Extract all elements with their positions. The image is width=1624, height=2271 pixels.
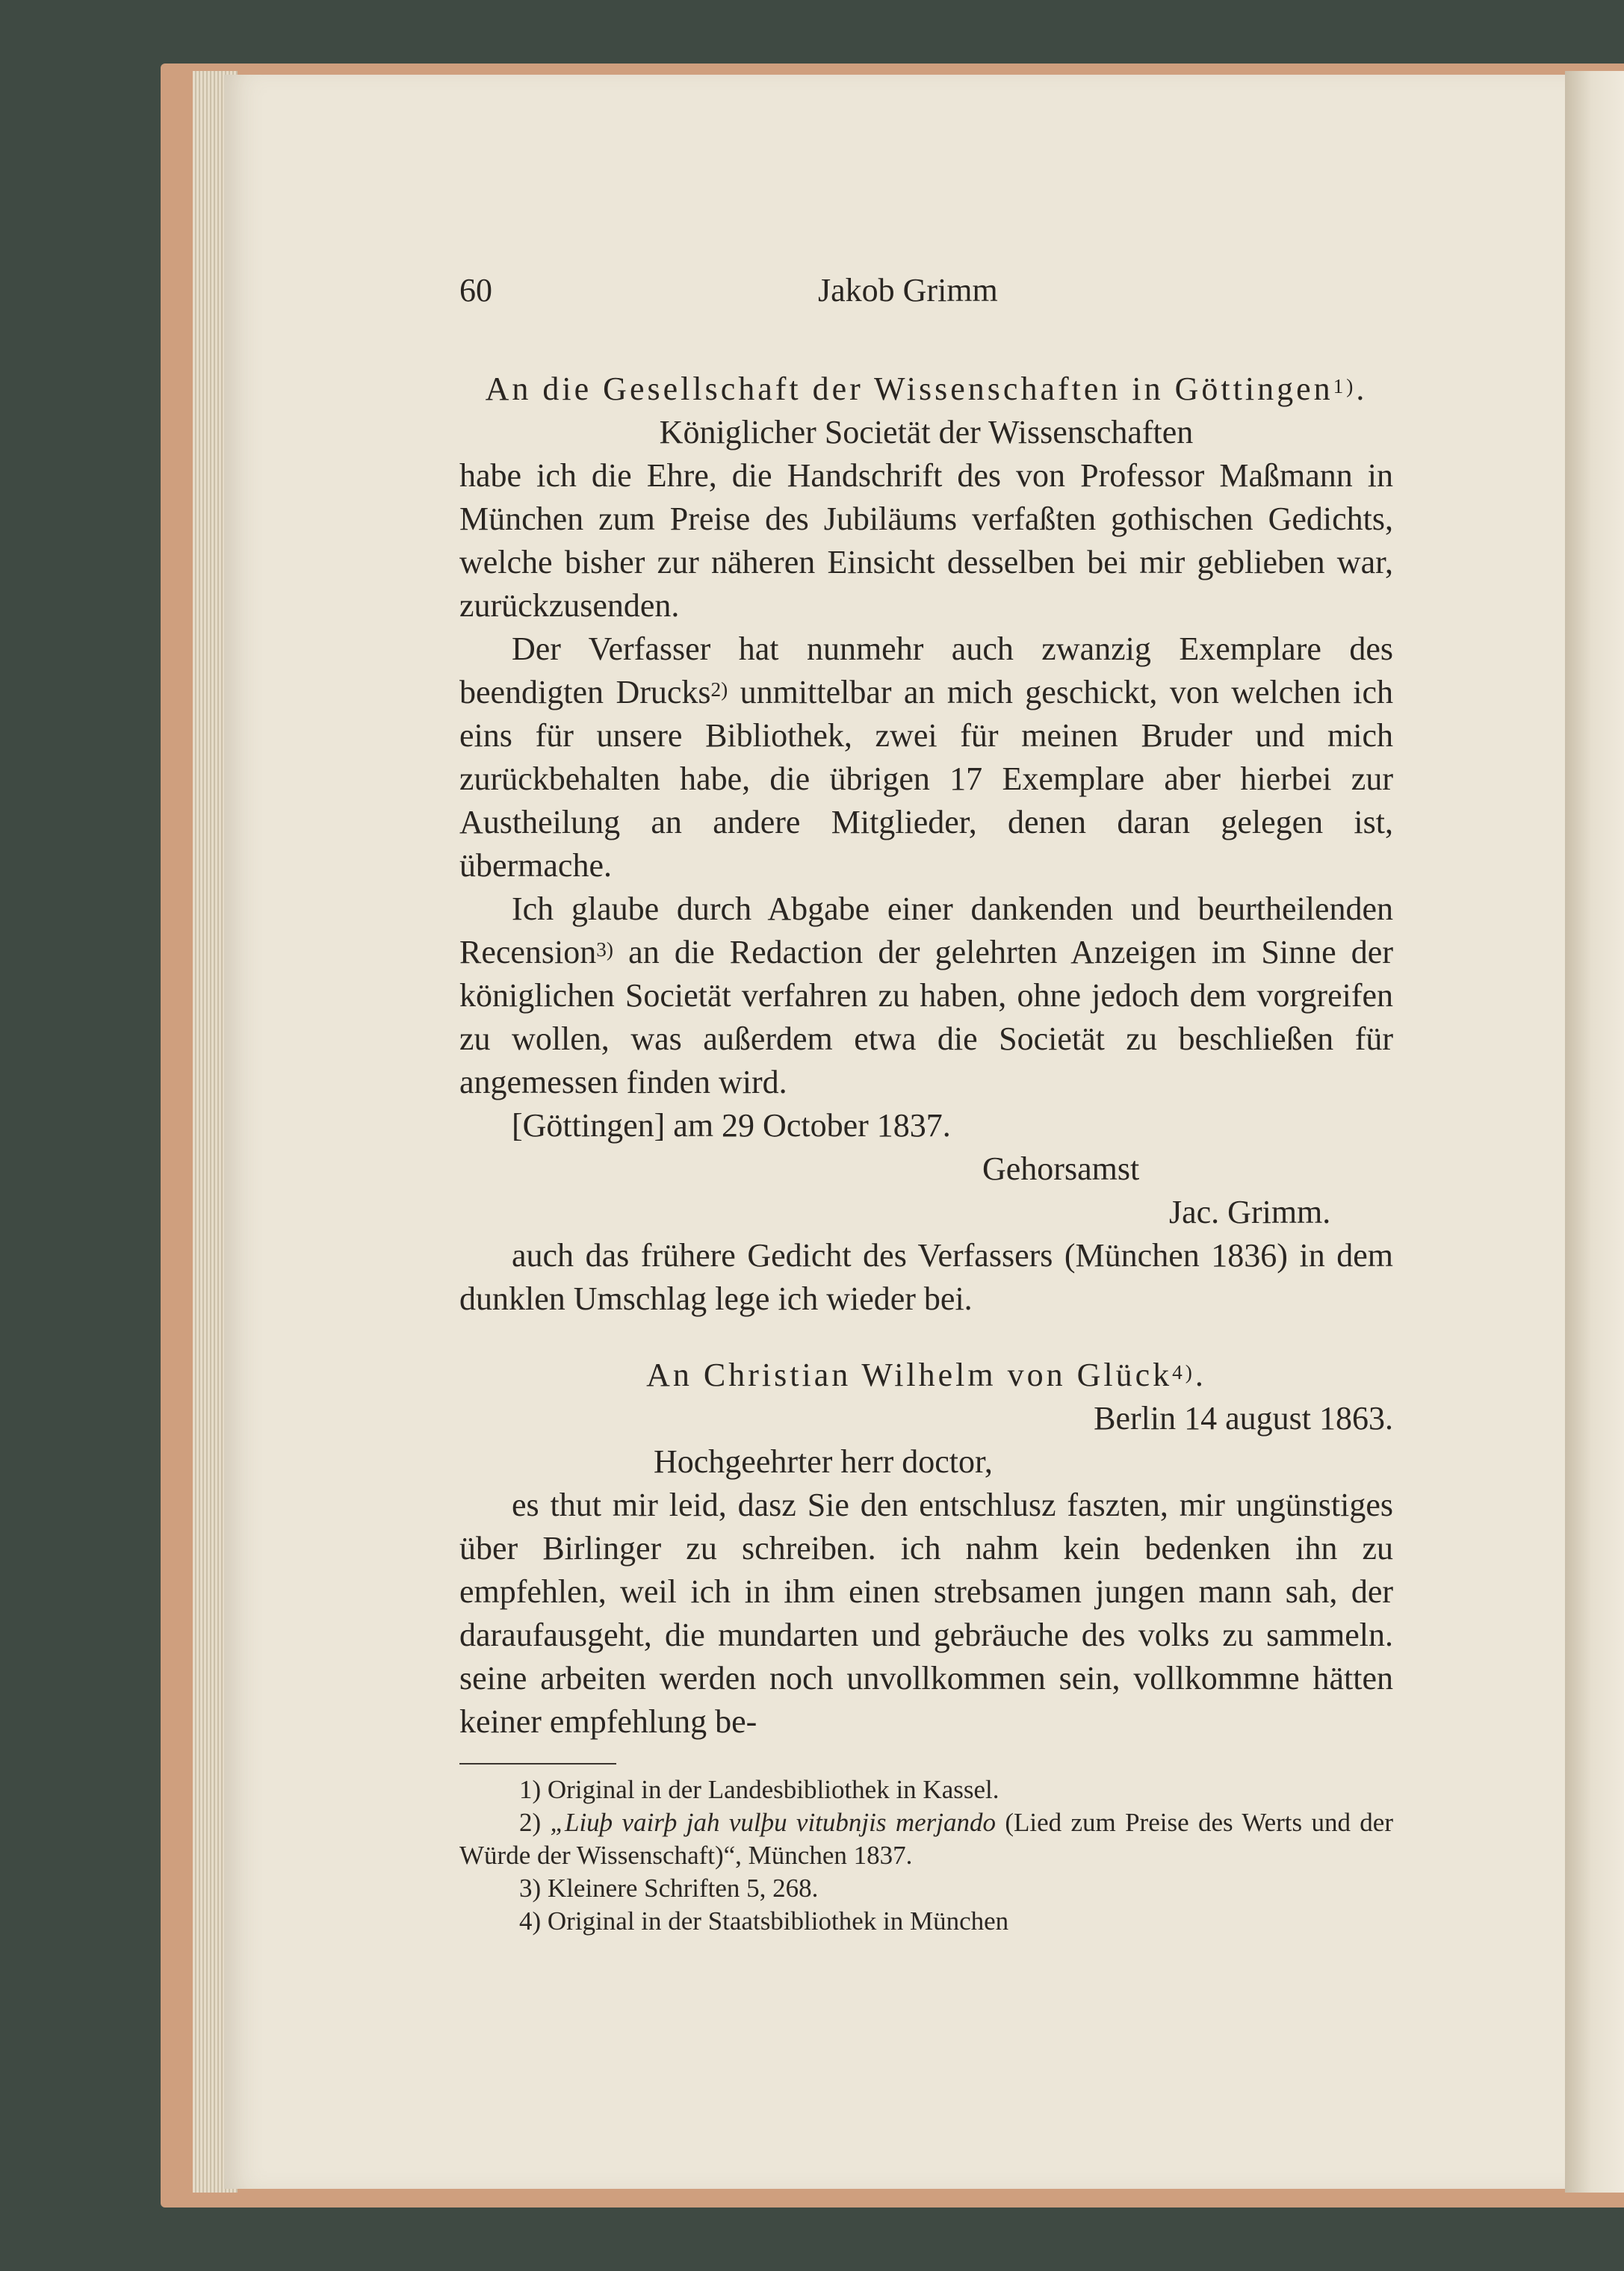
footnotes — [459, 1773, 1393, 1938]
letter1-dateline: [Göttingen] am 29 October 1837. — [512, 1107, 951, 1144]
footnote-ref: 2) — [710, 678, 728, 701]
letter1-closing: Gehorsamst — [982, 1150, 1140, 1187]
running-title: Jakob Grimm — [818, 272, 998, 309]
letter1-paragraph: habe ich die Ehre, die Handschrift des von Professor Maßmann in München zum Preise des Jubiläums verfaßten gothischen Gedichts, welche bisher zur näheren Einsicht desselben bei mir geblieben war, zurückzusenden. — [459, 457, 1393, 624]
page-gutter — [1565, 71, 1624, 2193]
footnote-ref: 4) — [1172, 1361, 1195, 1384]
letter2-salutation: Hochgeehrter herr doctor, — [654, 1443, 993, 1480]
letter2-dateline: Berlin 14 august 1863. — [1094, 1400, 1393, 1437]
footnote-4: 4) Original in der Staatsbibliothek in München — [519, 1906, 1009, 1936]
letter1-paragraph: Der Verfasser hat nunmehr auch zwanzig Exemplare des beendigten Drucks$^{2)}$ unmittelbar an mich geschickt, von welchen ich eins für unsere Bibliothek, zwei für meinen Bruder und mich zurückbehalten habe, die übrigen 17 Exemplare aber hierbei zur Austheilung an andere Mitglieder, denen daran gelegen ist, übermache. — [459, 631, 1393, 884]
letter1-salutation: Königlicher Societät der Wissenschaften — [659, 414, 1194, 450]
running-header — [459, 269, 1393, 321]
footnote-2: 2) „Liuþ vairþ jah vulþu vitubnjis merjando (Lied zum Preise des Werts und der Würde der Wissenschaft)“, München 1837. — [459, 1808, 1393, 1870]
footnote-ref: 1) — [1333, 375, 1357, 397]
letter1-postscript: auch das frühere Gedicht des Verfassers (München 1836) in dem dunklen Umschlag lege ich wieder bei. — [459, 1237, 1393, 1317]
footnote-3: 3) Kleinere Schriften 5, 268. — [519, 1874, 819, 1903]
page-number: 60 — [459, 272, 492, 309]
letter1-signature: Jac. Grimm. — [1169, 1194, 1331, 1230]
letter1-heading: An die Gesellschaft der Wissenschaften in Göttingen$^{1)}$. — [485, 371, 1368, 407]
page-text — [459, 269, 1393, 1938]
letter1-paragraph: Ich glaube durch Abgabe einer dankenden und beurtheilenden Recension$^{3)}$ an die Redaction der gelehrten Anzeigen im Sinne der königlichen Societät verfahren zu haben, ohne jedoch dem vorgreifen zu wollen, was außerdem etwa die Societät zu beschließen für angemessen finden wird. — [459, 890, 1393, 1100]
letter2-heading: An Christian Wilhelm von Glück$^{4)}$. — [646, 1357, 1206, 1393]
footnote-rule — [459, 1763, 616, 1765]
letter2-body: es thut mir leid, dasz Sie den entschlusz faszten, mir ungünstiges über Birlinger zu schreiben. ich nahm kein bedenken ihn zu empfehlen, weil ich in ihm einen strebsamen jungen mann sah, der daraufausgeht, die mundarten und gebräuche des volks zu sammeln. seine arbeiten werden noch unvollkommen sein, vollkommne hätten keiner empfehlung be- — [459, 1487, 1393, 1740]
footnote-ref: 3) — [596, 938, 614, 961]
footnote-1: 1) Original in der Landesbibliothek in Kassel. — [519, 1775, 999, 1804]
